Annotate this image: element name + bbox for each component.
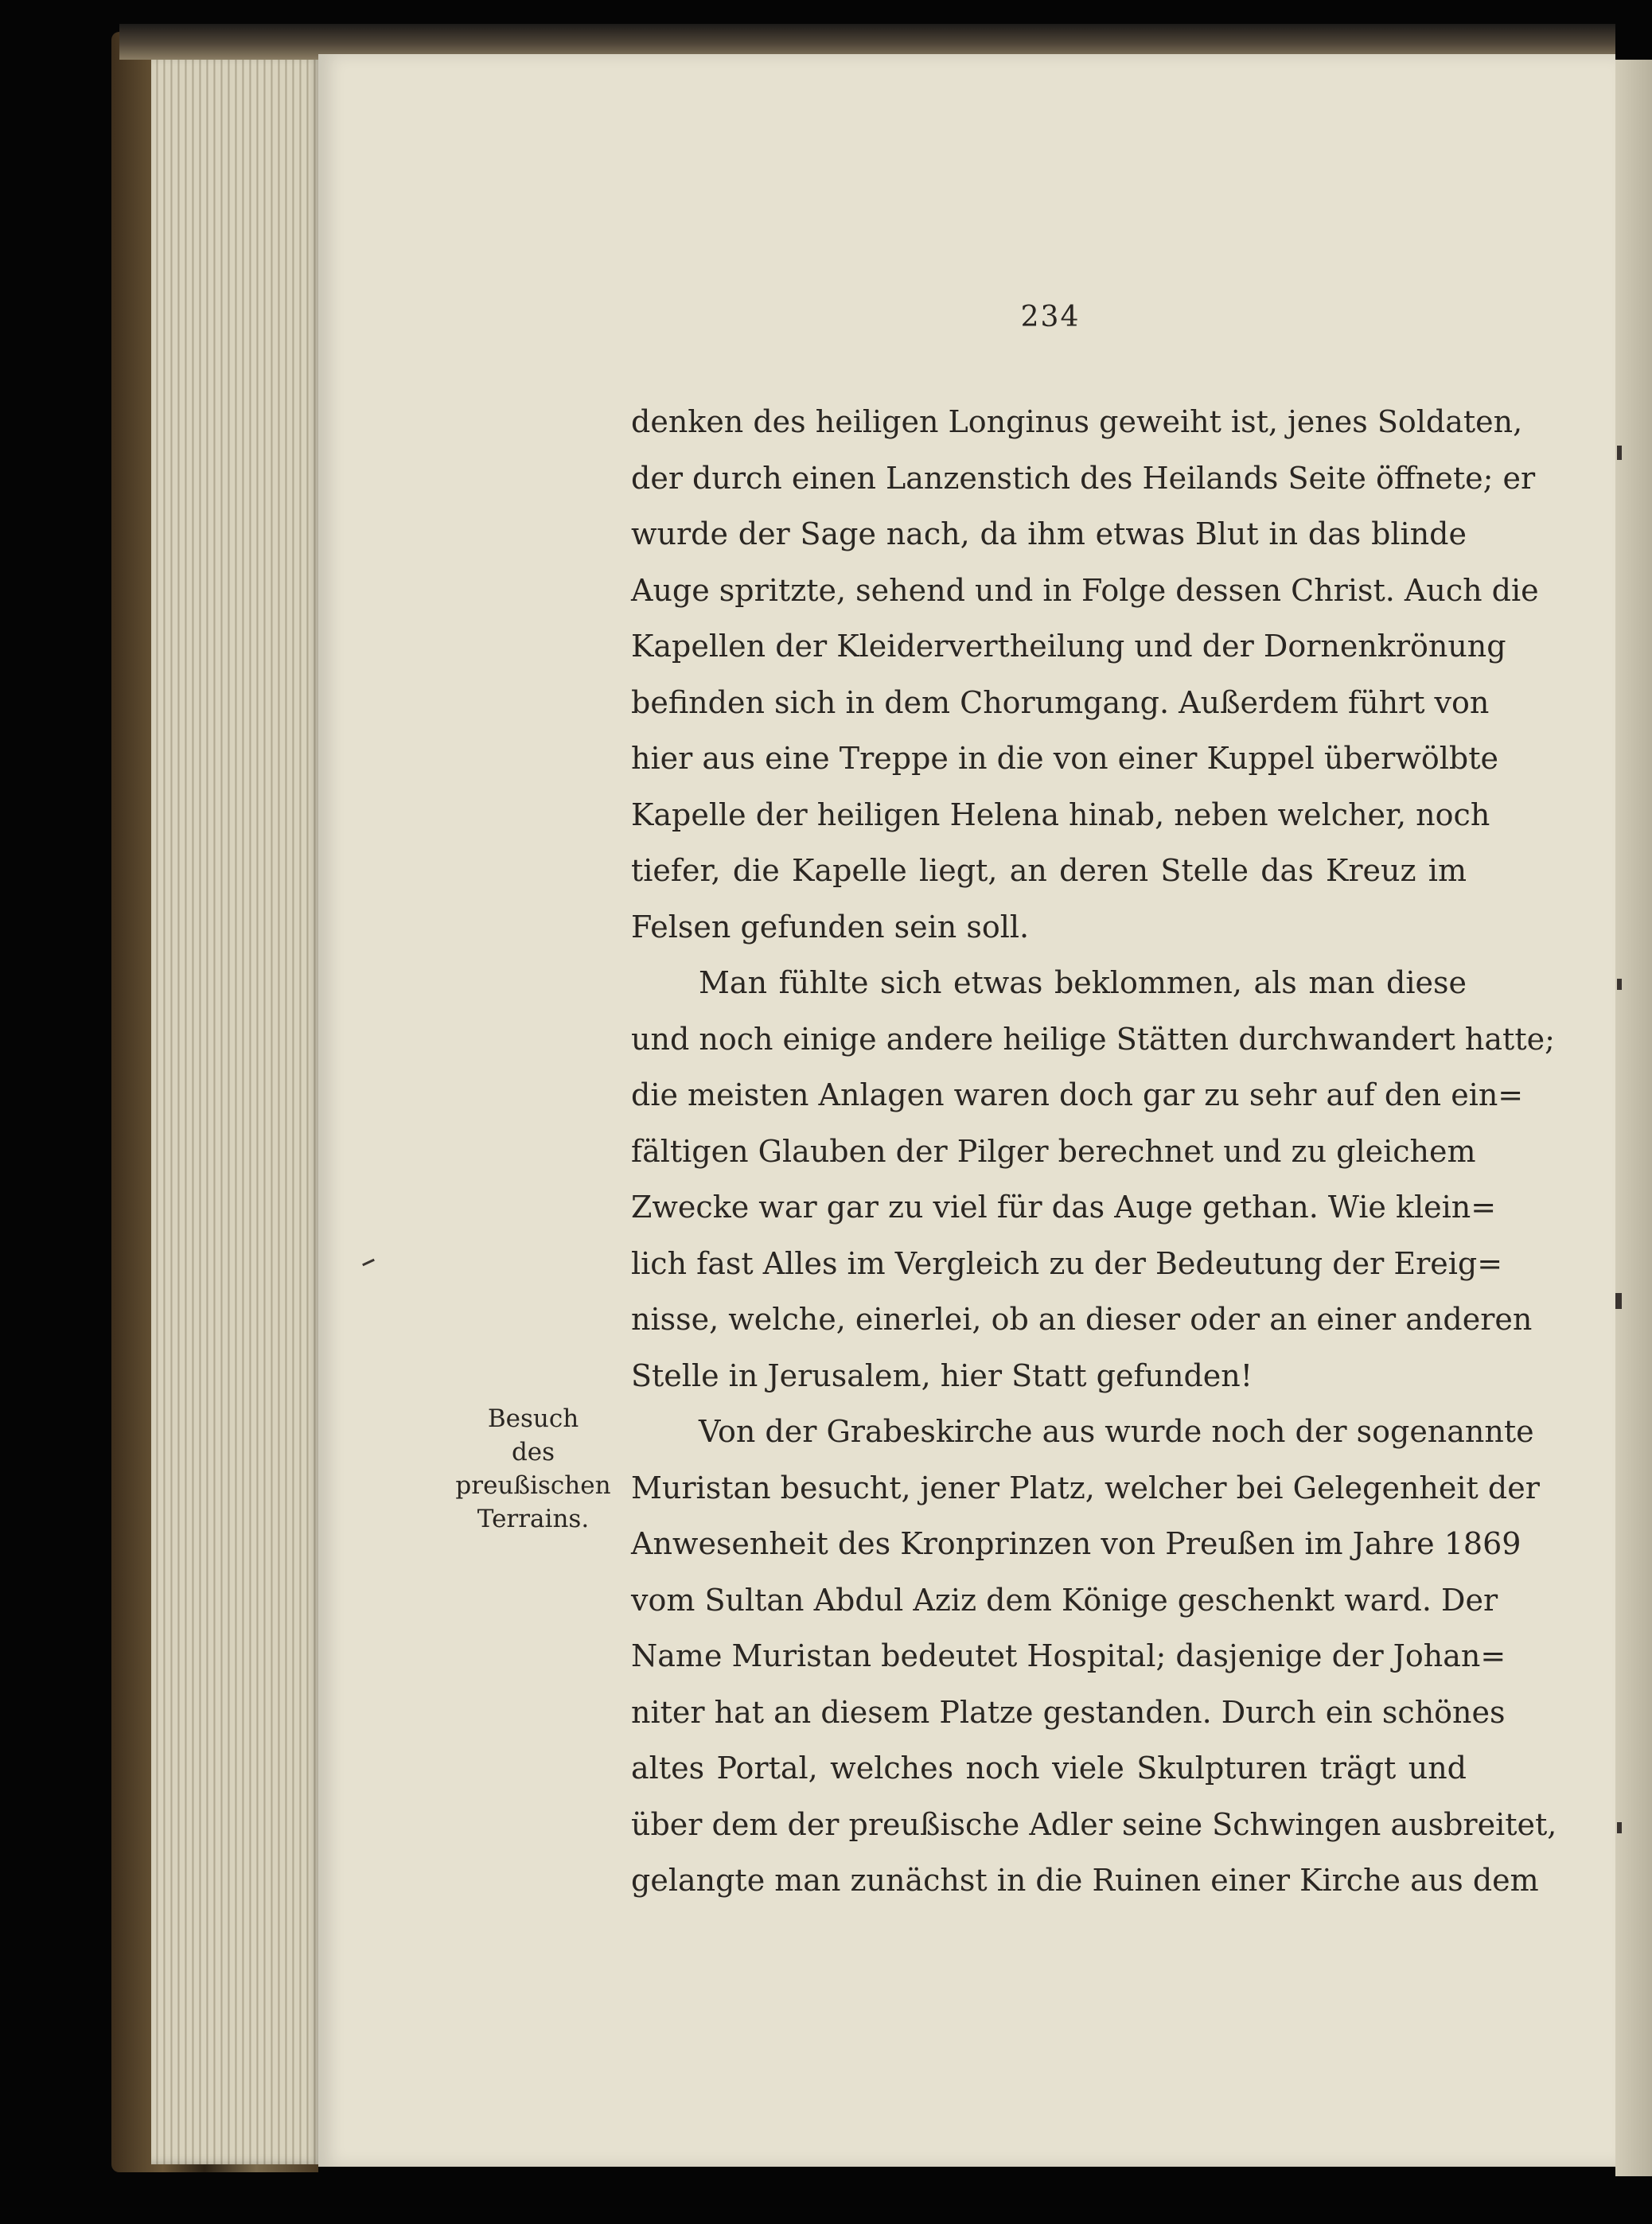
text-line: Anwesenheit des Kronprinzen von Preußen im Jahre 1869	[631, 1526, 1521, 1561]
margin-note-line: des preußischen	[455, 1438, 611, 1500]
text-line: hier aus eine Treppe in die von einer Kuppel überwölbte	[631, 741, 1498, 776]
margin-note-line: Besuch	[487, 1404, 579, 1433]
text-line: nisse, welche, einerlei, ob an dieser oder an einer anderen	[631, 1302, 1533, 1337]
text-line: Felsen gefunden sein soll.	[631, 909, 1030, 945]
text-line: tiefer, die Kapelle liegt, an deren Stelle das Kreuz im	[631, 853, 1467, 888]
text-line: der durch einen Lanzenstich des Heilands Seite öffnete; er	[631, 460, 1536, 496]
text-line: Kapelle der heiligen Helena hinab, neben welcher, noch	[631, 797, 1490, 832]
text-line: Auge spritzte, sehend und in Folge dessen Christ. Auch die	[631, 572, 1539, 608]
margin-note	[438, 1402, 629, 1536]
body-text	[631, 394, 1557, 1909]
text-line: Zwecke war gar zu viel für das Auge gethan. Wie klein=	[631, 1190, 1497, 1225]
text-line: und noch einige andere heilige Stätten durchwandert hatte;	[631, 1021, 1555, 1057]
text-line: Name Muristan bedeutet Hospital; dasjenige der Johan=	[631, 1638, 1506, 1673]
text-line: Stelle in Jerusalem, hier Statt gefunden!	[631, 1357, 1253, 1393]
text-line: niter hat an diesem Platze gestanden. Durch ein schönes	[631, 1694, 1506, 1730]
text-line: fältigen Glauben der Pilger berechnet und zu gleichem	[631, 1133, 1476, 1169]
page-stack-edge	[151, 56, 322, 2164]
margin-note-line: Terrains.	[477, 1505, 590, 1533]
text-line: Muristan besucht, jener Platz, welcher bei Gelegenheit der	[631, 1470, 1540, 1505]
text-line: wurde der Sage nach, da ihm etwas Blut in das blinde	[631, 516, 1467, 551]
page-number: 234	[1020, 301, 1081, 333]
text-line: Kapellen der Kleidervertheilung und der Dornenkrönung	[631, 629, 1506, 664]
page-speck	[1617, 446, 1622, 460]
text-line: altes Portal, welches noch viele Skulpturen trägt und	[631, 1751, 1467, 1786]
text-line: befinden sich in dem Chorumgang. Außerdem führt von	[631, 684, 1490, 720]
page-speck	[1617, 1822, 1622, 1833]
page-speck	[1615, 1293, 1622, 1309]
text-line: lich fast Alles im Vergleich zu der Bedeutung der Ereig=	[631, 1245, 1503, 1281]
text-line: denken des heiligen Longinus geweiht ist, jenes Soldaten,	[631, 404, 1523, 439]
text-line: die meisten Anlagen waren doch gar zu sehr auf den ein=	[631, 1077, 1524, 1112]
text-line: über dem der preußische Adler seine Schwingen ausbreitet,	[631, 1806, 1557, 1842]
facing-page-edge	[1615, 60, 1652, 2176]
page-speck	[1617, 979, 1622, 990]
text-line: gelangte man zunächst in die Ruinen einer Kirche aus dem	[631, 1863, 1539, 1898]
text-line: Von der Grabeskirche aus wurde noch der sogenannte	[699, 1414, 1534, 1449]
text-line: Man fühlte sich etwas beklommen, als man diese	[699, 965, 1467, 1000]
text-line: vom Sultan Abdul Aziz dem Könige geschenkt ward. Der	[631, 1582, 1498, 1618]
